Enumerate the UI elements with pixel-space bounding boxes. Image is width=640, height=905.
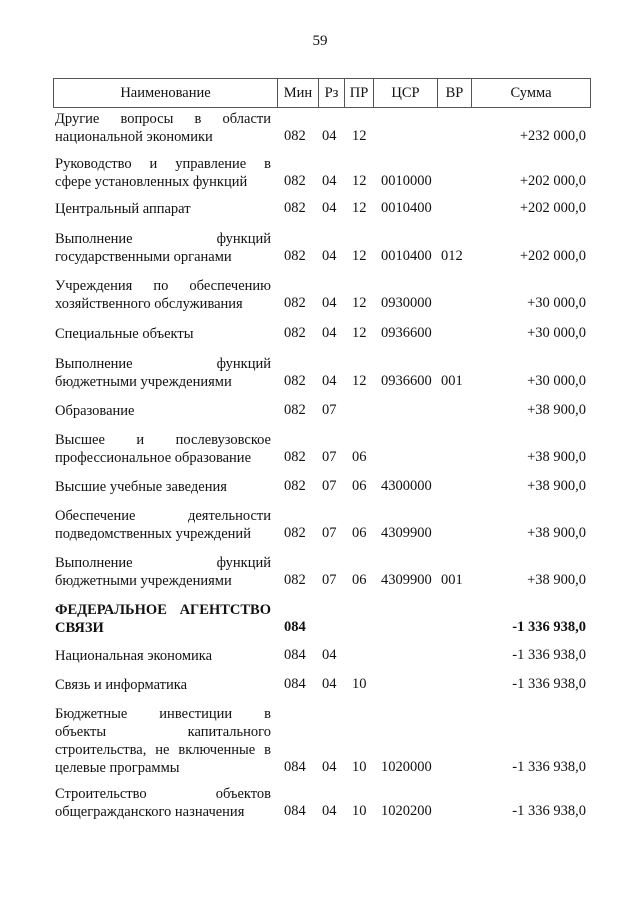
row-pr: 06 — [352, 525, 367, 541]
row-csr: 1020200 — [381, 803, 432, 819]
row-sum: -1 336 938,0 — [512, 759, 586, 775]
row-csr: 0936600 — [381, 325, 432, 341]
header-sum: Сумма — [472, 79, 591, 108]
row-sum: -1 336 938,0 — [512, 647, 586, 663]
header-pr: ПР — [345, 79, 374, 108]
row-name-line: Высшее и послевузовское — [55, 432, 271, 448]
row-min: 084 — [284, 676, 306, 692]
row-sum: +38 900,0 — [527, 478, 586, 494]
row-min: 082 — [284, 402, 306, 418]
row-sum: +30 000,0 — [527, 325, 586, 341]
row-csr: 0010000 — [381, 173, 432, 189]
row-csr: 4309900 — [381, 572, 432, 588]
row-sum: +202 000,0 — [519, 200, 586, 216]
row-name — [55, 200, 271, 218]
row-name-line: профессиональное образование — [55, 450, 252, 466]
row-name-line: Бюджетные инвестиции в — [55, 706, 271, 722]
row-pr: 06 — [352, 572, 367, 588]
row-min: 084 — [284, 803, 306, 819]
row-name — [55, 705, 271, 777]
row-rz: 04 — [322, 803, 337, 819]
header-csr: ЦСР — [374, 79, 438, 108]
row-pr: 10 — [352, 676, 367, 692]
row-rz: 04 — [322, 295, 337, 311]
row-pr: 12 — [352, 128, 367, 144]
row-name-line: СВЯЗИ — [55, 620, 104, 636]
row-name — [55, 431, 271, 467]
row-rz: 07 — [322, 572, 337, 588]
row-min: 082 — [284, 200, 306, 216]
page-number: 59 — [312, 33, 328, 49]
row-min: 082 — [284, 572, 306, 588]
row-pr: 12 — [352, 295, 367, 311]
row-min: 082 — [284, 248, 306, 264]
row-name-line: сфере установленных функций — [55, 174, 248, 190]
row-name-line: Связь и информатика — [55, 677, 188, 693]
row-rz: 04 — [322, 647, 337, 663]
row-min: 082 — [284, 478, 306, 494]
row-csr: 0930000 — [381, 295, 432, 311]
row-csr: 0010400 — [381, 248, 432, 264]
row-name — [55, 230, 271, 266]
row-pr: 12 — [352, 173, 367, 189]
row-vr: 001 — [441, 572, 463, 588]
row-name-line: Национальная экономика — [55, 648, 213, 664]
row-name-line: подведомственных учреждений — [55, 526, 251, 542]
table-header — [53, 78, 591, 108]
row-name-line: национальной экономики — [55, 129, 213, 145]
row-csr: 4300000 — [381, 478, 432, 494]
row-name — [55, 785, 271, 821]
row-name-line: Центральный аппарат — [55, 201, 191, 217]
row-vr: 012 — [441, 248, 463, 264]
row-rz: 04 — [322, 200, 337, 216]
row-name — [55, 554, 271, 590]
header-rz: Рз — [319, 79, 345, 108]
row-csr: 4309900 — [381, 525, 432, 541]
row-name-line: Руководство и управление в — [55, 156, 271, 172]
row-csr: 1020000 — [381, 759, 432, 775]
row-name — [55, 478, 271, 496]
row-min: 082 — [284, 128, 306, 144]
row-min: 082 — [284, 449, 306, 465]
row-name-line: государственными органами — [55, 249, 232, 265]
row-name-line: ФЕДЕРАЛЬНОЕ АГЕНТСТВО — [55, 602, 271, 618]
row-sum: -1 336 938,0 — [512, 803, 586, 819]
row-sum: +202 000,0 — [519, 173, 586, 189]
row-csr: 0936600 — [381, 373, 432, 389]
header-name: Наименование — [54, 79, 278, 108]
row-rz: 04 — [322, 676, 337, 692]
row-name — [55, 277, 271, 313]
row-pr: 12 — [352, 248, 367, 264]
row-name-line: Обеспечение деятельности — [55, 508, 271, 524]
row-name-line: целевые программы — [55, 760, 180, 776]
row-sum: +38 900,0 — [527, 572, 586, 588]
row-name — [55, 676, 271, 694]
row-rz: 04 — [322, 248, 337, 264]
row-pr: 06 — [352, 478, 367, 494]
row-min: 082 — [284, 525, 306, 541]
row-name-line: Выполнение функций — [55, 356, 271, 372]
row-name — [55, 110, 271, 146]
row-min: 084 — [284, 619, 306, 635]
row-min: 084 — [284, 759, 306, 775]
row-name — [55, 325, 271, 343]
row-name-line: Учреждения по обеспечению — [55, 278, 271, 294]
row-sum: +38 900,0 — [527, 525, 586, 541]
row-name-line: Другие вопросы в области — [55, 111, 271, 127]
row-name-line: Специальные объекты — [55, 326, 194, 342]
row-min: 082 — [284, 295, 306, 311]
row-name-line: хозяйственного обслуживания — [55, 296, 243, 312]
row-rz: 04 — [322, 373, 337, 389]
row-min: 082 — [284, 173, 306, 189]
row-pr: 12 — [352, 325, 367, 341]
row-name — [55, 355, 271, 391]
row-rz: 04 — [322, 325, 337, 341]
row-sum: +202 000,0 — [519, 248, 586, 264]
row-sum: +30 000,0 — [527, 373, 586, 389]
row-rz: 07 — [322, 449, 337, 465]
row-sum: +232 000,0 — [519, 128, 586, 144]
row-min: 082 — [284, 373, 306, 389]
row-name-line: Выполнение функций — [55, 555, 271, 571]
row-name — [55, 402, 271, 420]
row-vr: 001 — [441, 373, 463, 389]
header-vr: ВР — [438, 79, 472, 108]
row-name-line: бюджетными учреждениями — [55, 374, 232, 390]
row-rz: 04 — [322, 173, 337, 189]
row-min: 084 — [284, 647, 306, 663]
row-rz: 07 — [322, 525, 337, 541]
row-pr: 06 — [352, 449, 367, 465]
row-rz: 07 — [322, 478, 337, 494]
row-sum: -1 336 938,0 — [512, 676, 586, 692]
row-name-line: общегражданского назначения — [55, 804, 245, 820]
row-rz: 07 — [322, 402, 337, 418]
row-name-line: объекты капитального — [55, 724, 271, 740]
row-pr: 10 — [352, 803, 367, 819]
row-name-line: Образование — [55, 403, 135, 419]
row-name-line: строительства, не включенные в — [55, 742, 271, 758]
row-name-line: Строительство объектов — [55, 786, 271, 802]
row-name — [55, 601, 271, 637]
row-pr: 10 — [352, 759, 367, 775]
row-min: 082 — [284, 325, 306, 341]
row-rz: 04 — [322, 128, 337, 144]
row-sum: -1 336 938,0 — [512, 619, 586, 635]
row-sum: +38 900,0 — [527, 402, 586, 418]
header-min: Мин — [278, 79, 319, 108]
row-pr: 12 — [352, 373, 367, 389]
row-name-line: Выполнение функций — [55, 231, 271, 247]
row-name — [55, 647, 271, 665]
row-csr: 0010400 — [381, 200, 432, 216]
row-name — [55, 155, 271, 191]
row-sum: +30 000,0 — [527, 295, 586, 311]
row-rz: 04 — [322, 759, 337, 775]
row-name-line: бюджетными учреждениями — [55, 573, 232, 589]
row-name-line: Высшие учебные заведения — [55, 479, 227, 495]
row-name — [55, 507, 271, 543]
row-pr: 12 — [352, 200, 367, 216]
row-sum: +38 900,0 — [527, 449, 586, 465]
